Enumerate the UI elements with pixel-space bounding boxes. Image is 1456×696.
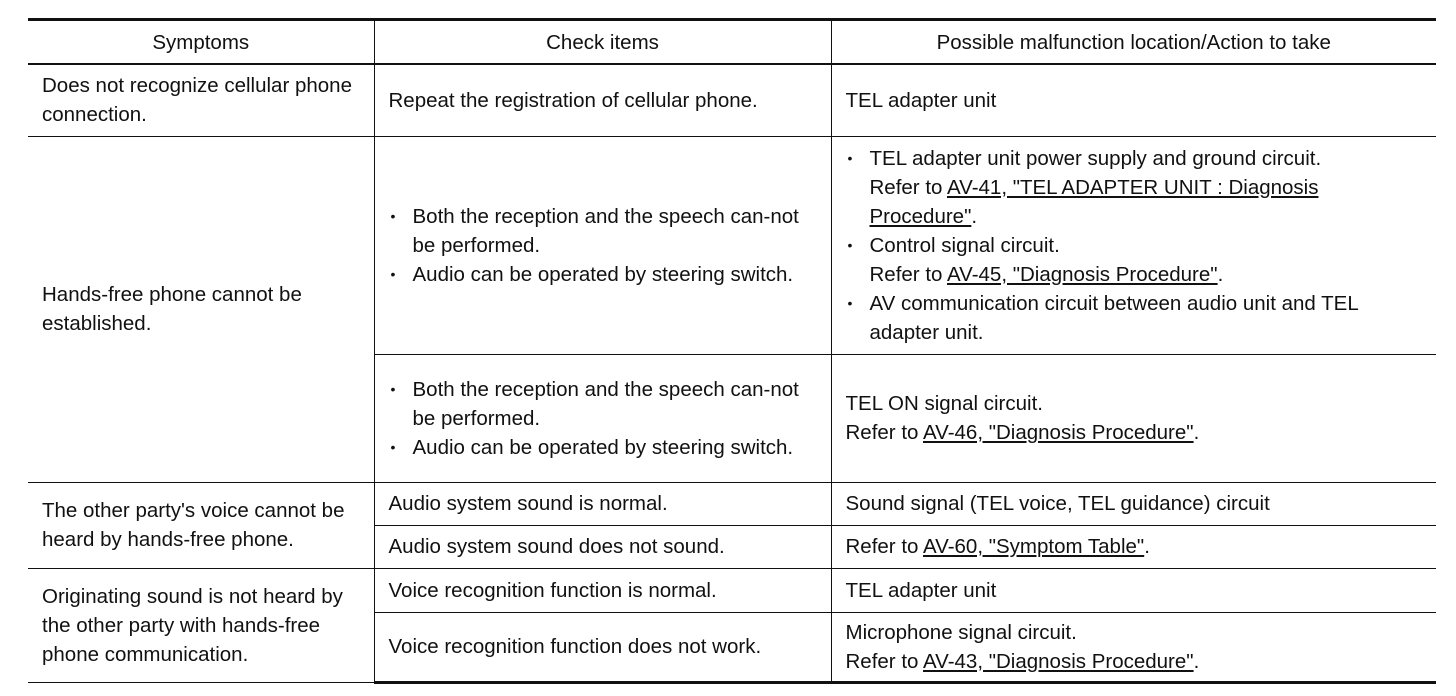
reference-link[interactable]: AV-43, "Diagnosis Procedure" (923, 649, 1194, 673)
ref-suffix: . (1193, 649, 1200, 673)
refer-label: Refer to (845, 535, 923, 558)
table-row (28, 64, 1436, 136)
ref-suffix: . (1144, 535, 1150, 558)
check-cell: Repeat the registration of cellular phone. (374, 64, 831, 136)
ref-suffix: . (1193, 421, 1200, 444)
check-cell: Voice recognition function is normal. (374, 568, 831, 612)
check-cell: Voice recognition function does not work. (374, 612, 831, 682)
reference-link[interactable]: AV-41, "TEL ADAPTER UNIT : Diagnosis Procedure" (869, 175, 1319, 228)
action-text: TEL ON signal circuit. (845, 392, 1043, 415)
action-text: • TEL adapter unit power supply and ground circuit. (869, 146, 1322, 170)
list-item: • Both the reception and the speech can-not be performed. (389, 375, 817, 433)
symptom-cell: Hands-free phone cannot be established. (28, 136, 374, 482)
check-cell: Audio system sound is normal. (374, 482, 831, 525)
refer-label: Refer to (845, 649, 923, 673)
table-row (28, 136, 1436, 354)
symptom-cell: Originating sound is not heard by the other party with hands-free phone communication. (28, 568, 374, 682)
action-cell: TEL adapter unit (831, 568, 1436, 612)
action-list (846, 144, 1423, 347)
check-list (389, 375, 817, 462)
reference-link[interactable]: AV-45, "Diagnosis Procedure" (947, 262, 1218, 286)
check-cell (374, 136, 831, 354)
action-text: Microphone signal circuit. (845, 620, 1077, 644)
ref-suffix: . (971, 204, 978, 228)
list-item: • Audio can be operated by steering switch. (389, 433, 817, 462)
header-row (28, 20, 1436, 65)
table-row (28, 568, 1436, 612)
refer-label: Refer to (845, 421, 923, 444)
table-row (28, 482, 1436, 525)
action-cell (831, 525, 1436, 568)
reference-link[interactable]: AV-60, "Symptom Table" (923, 535, 1145, 558)
header-check-items: Check items (374, 20, 831, 65)
action-cell (831, 612, 1436, 682)
action-text: • Control signal circuit. (869, 233, 1060, 257)
action-cell (831, 136, 1436, 354)
list-item: • Both the reception and the speech can-not be performed. (389, 202, 817, 260)
symptom-cell: The other party's voice cannot be heard by hands-free phone. (28, 482, 374, 568)
refer-label: Refer to (869, 262, 947, 286)
check-cell (374, 354, 831, 482)
list-item (846, 231, 1423, 289)
reference-link[interactable]: AV-46, "Diagnosis Procedure" (923, 421, 1194, 444)
list-item (846, 144, 1423, 231)
ref-suffix: . (1217, 262, 1224, 286)
action-cell: Sound signal (TEL voice, TEL guidance) circuit (831, 482, 1436, 525)
action-cell (831, 354, 1436, 482)
symptom-cell: Does not recognize cellular phone connection. (28, 64, 374, 136)
check-cell: Audio system sound does not sound. (374, 525, 831, 568)
symptom-table (28, 18, 1436, 684)
action-cell: TEL adapter unit (831, 64, 1436, 136)
header-symptoms: Symptoms (28, 20, 374, 65)
header-action: Possible malfunction location/Action to take (831, 20, 1436, 65)
list-item: • Audio can be operated by steering switch. (389, 260, 817, 289)
list-item: • AV communication circuit between audio unit and TEL adapter unit. (846, 289, 1423, 347)
check-list (389, 202, 817, 289)
refer-label: Refer to (869, 175, 947, 199)
